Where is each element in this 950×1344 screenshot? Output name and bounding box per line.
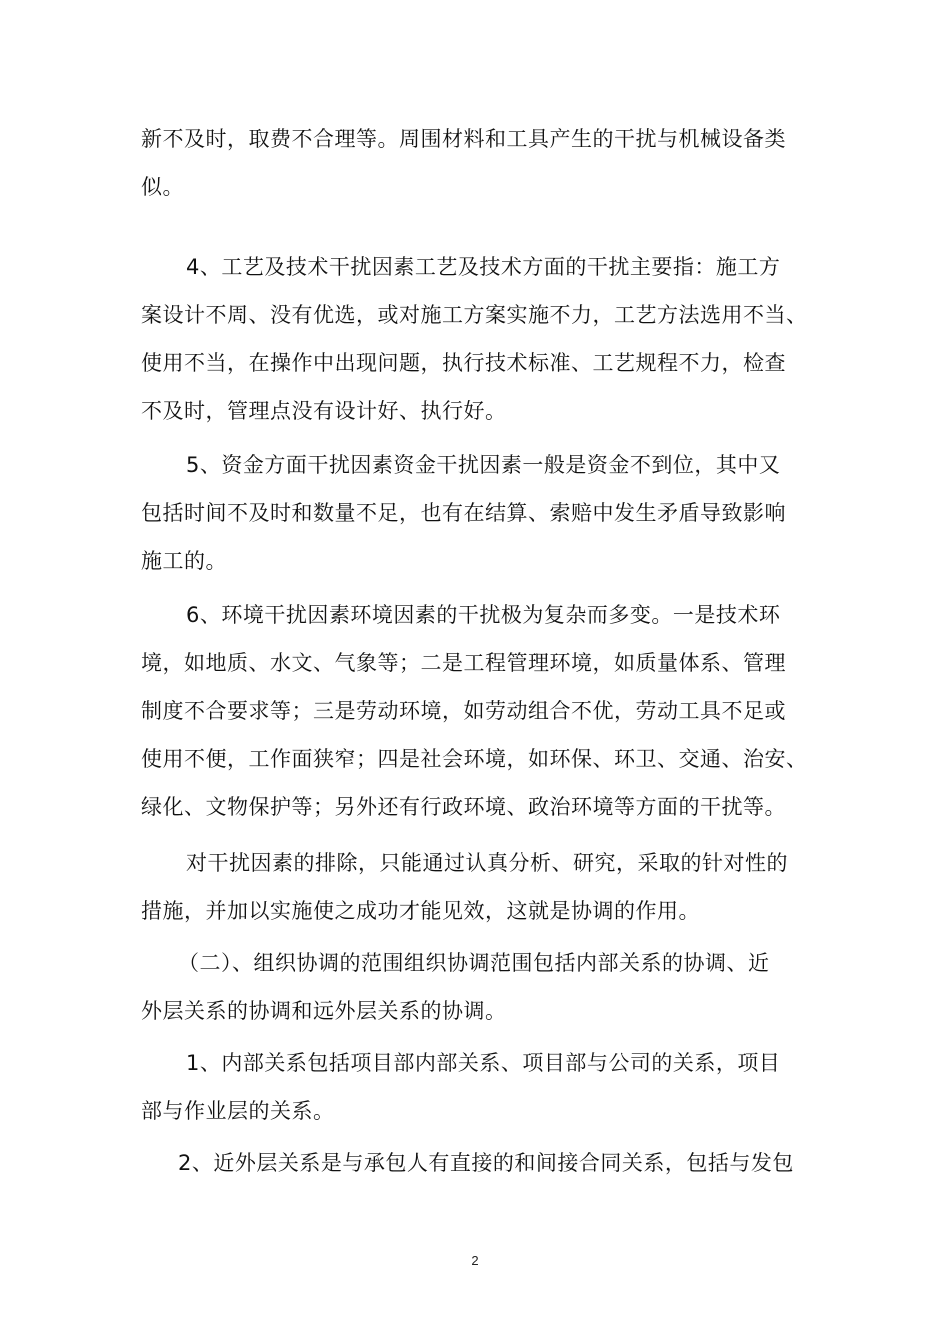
text-line: 不及时，管理点没有设计好、执行好。 (141, 399, 507, 423)
text-line: 施工的。 (141, 549, 227, 573)
text-line: 1、内部关系包括项目部内部关系、项目部与公司的关系，项目 (186, 1051, 781, 1075)
text-line: 6、环境干扰因素环境因素的干扰极为复杂而多变。一是技术环 (186, 603, 781, 627)
page-number: 2 (471, 1253, 479, 1268)
text-line: 似。 (141, 175, 184, 199)
text-line: 外层关系的协调和远外层关系的协调。 (141, 999, 507, 1023)
text-line: 使用不当，在操作中出现问题，执行技术标准、工艺规程不力，检查 (141, 351, 786, 375)
text-line: 措施，并加以实施使之成功才能见效，这就是协调的作用。 (141, 899, 700, 923)
text-line: 5、资金方面干扰因素资金干扰因素一般是资金不到位，其中又 (186, 453, 781, 477)
text-line: 4、工艺及技术干扰因素工艺及技术方面的干扰主要指：施工方 (186, 255, 781, 279)
text-line: 绿化、文物保护等；另外还有行政环境、政治环境等方面的干扰等。 (141, 795, 786, 819)
text-line: 案设计不周、没有优选，或对施工方案实施不力，工艺方法选用不当、 (141, 303, 808, 327)
text-line: 境，如地质、水文、气象等；二是工程管理环境，如质量体系、管理 (141, 651, 786, 675)
text-line: 对干扰因素的排除，只能通过认真分析、研究，采取的针对性的 (186, 851, 788, 875)
text-line: 部与作业层的关系。 (141, 1099, 335, 1123)
text-line: 新不及时，取费不合理等。周围材料和工具产生的干扰与机械设备类 (141, 127, 786, 151)
text-line: 制度不合要求等；三是劳动环境，如劳动组合不优，劳动工具不足或 (141, 699, 786, 723)
text-line: （二）、组织协调的范围组织协调范围包括内部关系的协调、近 (178, 951, 770, 975)
text-line: 2、近外层关系是与承包人有直接的和间接合同关系，包括与发包 (178, 1151, 794, 1175)
text-line: 包括时间不及时和数量不足，也有在结算、索赔中发生矛盾导致影响 (141, 501, 786, 525)
text-line: 使用不便，工作面狭窄；四是社会环境，如环保、环卫、交通、治安、 (141, 747, 808, 771)
